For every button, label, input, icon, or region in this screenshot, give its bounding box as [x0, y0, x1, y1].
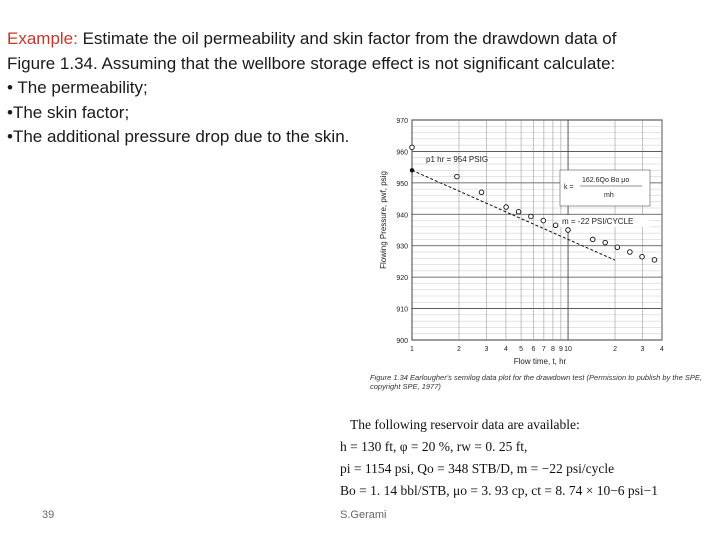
y-tick-label: 940 [396, 212, 408, 220]
data-point [504, 205, 509, 210]
x-tick-label: 8 [550, 346, 555, 353]
data-point [516, 209, 521, 214]
data-point [410, 145, 415, 150]
example-line [7, 27, 707, 52]
data-point [529, 214, 534, 219]
data-point [479, 190, 484, 195]
data-point [640, 254, 645, 259]
data-point [652, 258, 657, 263]
x-tick-label: 2 [613, 346, 617, 353]
x-tick-label: 9 [558, 346, 563, 353]
data-point [590, 237, 595, 242]
page-number: 39 [42, 509, 55, 521]
data-point [603, 240, 608, 245]
data-point [628, 250, 633, 255]
x-axis-label: Flow time, t, hr [513, 357, 567, 366]
y-tick-label: 900 [396, 338, 408, 345]
formula-numerator: 162.6Qo Bo μo [582, 177, 630, 184]
y-tick-label: 970 [396, 118, 408, 125]
bullet-skin-factor: •The skin factor; [7, 102, 130, 122]
x-tick-label: 5 [519, 346, 524, 353]
x-tick-label: 10 [564, 346, 572, 353]
data-point [566, 228, 571, 233]
figure-caption: Figure 1.34 Earlougher's semilog data plot for the drawdown test (Permission to publish by the SPE, copyright SPE, 1977) [370, 373, 703, 391]
x-tick-label: 4 [503, 346, 508, 353]
data-point [553, 223, 558, 228]
annotation-p1hr: p1 hr = 954 PSIG [426, 155, 489, 164]
y-axis-label: Flowing Pressure, pwf, psig [379, 171, 388, 269]
data-point [455, 174, 460, 179]
x-tick-label: 3 [484, 346, 489, 353]
x-tick-label: 6 [531, 346, 536, 353]
formula-lhs: k = [564, 184, 574, 191]
statement-line-2: Figure 1.34. Assuming that the wellbore storage effect is not significant calculate: [7, 53, 616, 73]
x-tick-label: 2 [457, 346, 461, 353]
chart-ticks [396, 118, 664, 353]
semilog-drawdown-chart [370, 110, 710, 395]
y-tick-label: 960 [396, 149, 408, 157]
plot-frame [412, 120, 662, 340]
data-point [615, 245, 620, 250]
bullet-permeability: • The permeability; [7, 78, 148, 97]
chart-grid [412, 120, 662, 340]
formula-denominator: mh [604, 192, 614, 199]
bullet-pressure-drop: •The additional pressure drop due to the skin. [7, 127, 350, 146]
x-tick-label: 3 [640, 346, 645, 353]
example-text: Estimate the oil permeability and skin factor from the drawdown data of [77, 29, 617, 48]
p1hr-marker [410, 168, 414, 172]
data-row-2: pi = 1154 psi, Qo = 348 STB/D, m = −22 psi/cycle [340, 461, 615, 476]
data-row-3: Bo = 1. 14 bbl/STB, μo = 3. 93 cp, ct = 8. 74 × 10−6 psi−1 [340, 483, 659, 498]
annotation-slope: m = -22 PSI/CYCLE [562, 217, 634, 226]
x-tick-label: 1 [410, 346, 414, 353]
y-tick-label: 950 [396, 180, 408, 188]
example-label: Example: [7, 29, 78, 48]
data-row-1: h = 130 ft, φ = 20 %, rw = 0. 25 ft, [340, 439, 528, 454]
x-tick-label: 7 [541, 346, 546, 353]
data-heading: The following reservoir data are available: [350, 417, 580, 432]
y-tick-label: 930 [396, 243, 408, 251]
y-tick-label: 910 [396, 306, 408, 314]
author-name: S.Gerami [340, 509, 387, 521]
y-tick-label: 920 [396, 275, 408, 283]
data-point [541, 218, 546, 223]
x-tick-label: 4 [660, 346, 664, 353]
reservoir-data-block [340, 414, 700, 502]
